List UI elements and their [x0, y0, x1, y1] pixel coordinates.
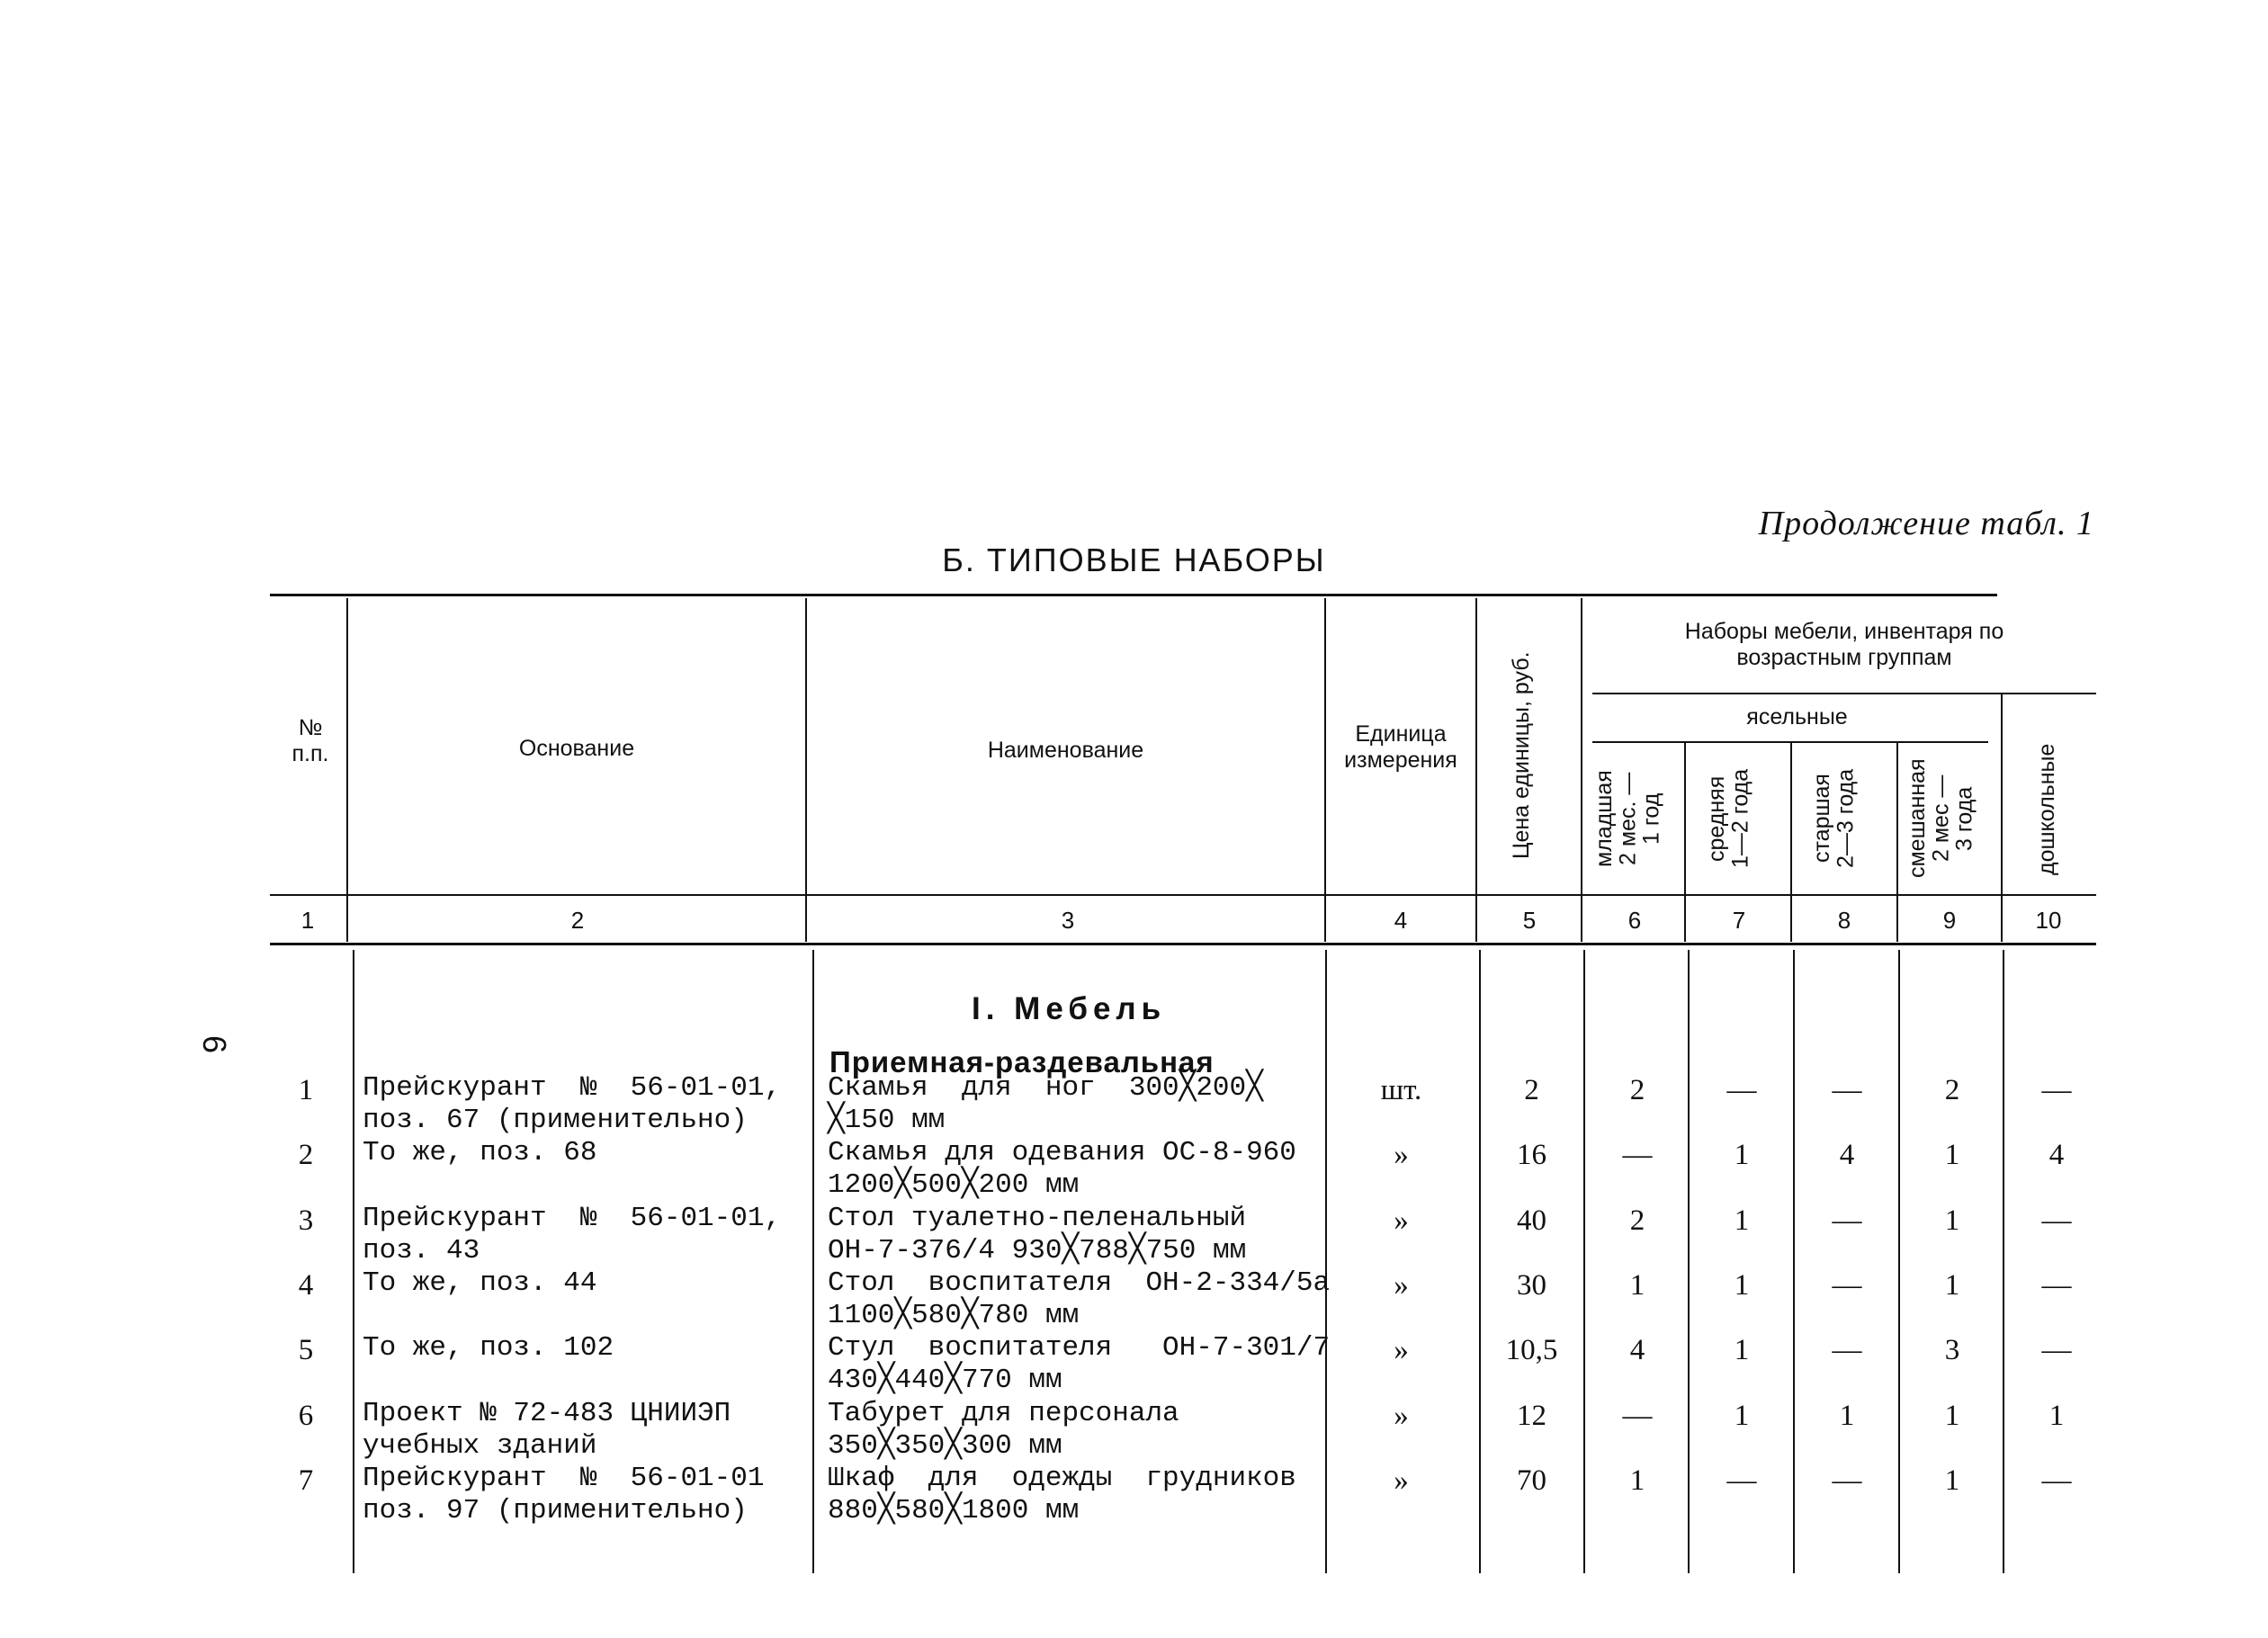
column-number: 8 [1837, 907, 1851, 934]
row-unit: » [1394, 1139, 1409, 1172]
row-unit: шт. [1380, 1074, 1422, 1106]
row-senior: — [1832, 1268, 1862, 1302]
header-youngest: младшая 2 мес. — 1 год [1591, 770, 1664, 867]
column-number: 10 [2035, 907, 2062, 934]
row-name: Шкаф для одежды грудников 880╳580╳1800 мм [828, 1462, 1296, 1526]
row-preschool: — [2041, 1074, 2072, 1106]
row-name: Скамья для ног 300╳200╳ ╳150 мм [828, 1072, 1263, 1136]
row-name: Скамья для одевания ОС-8-960 1200╳500╳200 мм [828, 1137, 1296, 1202]
row-basis: То же, поз. 102 [363, 1332, 614, 1365]
row-number: 7 [298, 1463, 314, 1497]
header-bottom-rule [270, 894, 2096, 896]
section-title: Б. ТИПОВЫЕ НАБОРЫ [942, 542, 1326, 578]
header-number: № п.п. [291, 715, 329, 766]
column-number: 3 [1061, 907, 1075, 934]
col-sep [1479, 950, 1481, 1573]
row-price: 70 [1517, 1463, 1546, 1497]
header-middle: средняя 1—2 года [1704, 768, 1753, 869]
col-sep [1581, 598, 1582, 942]
col-sep [346, 598, 348, 942]
row-senior: 4 [1839, 1139, 1855, 1172]
row-senior: 1 [1839, 1399, 1855, 1432]
row-number: 5 [298, 1334, 314, 1367]
row-price: 16 [1517, 1139, 1546, 1172]
col-sep [2003, 950, 2004, 1573]
col-sep [1583, 950, 1585, 1573]
col-sep [1684, 743, 1686, 942]
row-middle: 1 [1734, 1399, 1750, 1432]
groups-rule [1592, 693, 2096, 694]
header-groups-title: Наборы мебели, инвентаря по возрастным группам [1684, 619, 2004, 670]
subgroup-title: Приемная-раздевальная [829, 1045, 1215, 1079]
col-sep [1475, 598, 1477, 942]
row-youngest: 2 [1629, 1074, 1645, 1106]
col-sep [353, 950, 354, 1573]
row-youngest: 1 [1629, 1463, 1645, 1497]
col-sep [812, 950, 814, 1573]
row-unit: » [1394, 1268, 1409, 1302]
numbers-bottom-rule [270, 943, 2096, 945]
column-number: 7 [1732, 907, 1746, 934]
row-unit: » [1394, 1334, 1409, 1367]
column-number: 5 [1522, 907, 1537, 934]
row-preschool: — [2041, 1204, 2072, 1237]
header-preschool: дошкольные [2034, 743, 2059, 876]
row-basis: Прейскурант № 56-01-01, поз. 67 (применительно) [363, 1072, 782, 1136]
row-name: Стол воспитателя ОН-2-334/5а 1100╳580╳780 мм [828, 1267, 1331, 1331]
row-youngest: 4 [1629, 1334, 1645, 1367]
row-unit: » [1394, 1204, 1409, 1237]
row-number: 4 [298, 1268, 314, 1302]
row-mixed: 1 [1944, 1268, 1960, 1302]
row-number: 3 [298, 1204, 314, 1237]
row-senior: — [1832, 1074, 1862, 1106]
column-number: 6 [1627, 907, 1642, 934]
column-number: 2 [570, 907, 585, 934]
row-basis: То же, поз. 44 [363, 1267, 597, 1299]
header-unit: Единица измерения [1344, 721, 1457, 773]
column-number: 4 [1394, 907, 1408, 934]
row-basis: Прейскурант № 56-01-01 поз. 97 (применительно) [363, 1462, 765, 1526]
col-sep [1790, 743, 1792, 942]
row-basis: Прейскурант № 56-01-01, поз. 43 [363, 1202, 782, 1267]
row-preschool: 4 [2048, 1139, 2065, 1172]
row-name: Стол туалетно-пеленальный ОН-7-376/4 930╳788╳750 мм [828, 1202, 1247, 1267]
row-unit: » [1394, 1399, 1409, 1432]
col-sep [2001, 694, 2003, 942]
row-middle: 1 [1734, 1268, 1750, 1302]
header-senior: старшая 2—3 года [1809, 768, 1859, 869]
row-youngest: — [1622, 1399, 1653, 1432]
row-mixed: 3 [1944, 1334, 1960, 1367]
row-mixed: 1 [1944, 1463, 1960, 1497]
header-name: Наименование [987, 738, 1144, 763]
row-price: 30 [1517, 1268, 1546, 1302]
row-mixed: 2 [1944, 1074, 1960, 1106]
row-mixed: 1 [1944, 1139, 1960, 1172]
row-number: 1 [298, 1074, 314, 1106]
header-mixed: смешанная 2 мес — 3 года [1905, 758, 1977, 879]
row-preschool: 1 [2048, 1399, 2065, 1432]
row-basis: Проект № 72-483 ЦНИИЭП учебных зданий [363, 1397, 731, 1462]
row-number: 6 [298, 1399, 314, 1432]
row-youngest: — [1622, 1139, 1653, 1172]
row-middle: — [1726, 1463, 1757, 1497]
col-sep [1896, 743, 1898, 942]
col-sep [1793, 950, 1795, 1573]
group-title: I. Мебель [972, 991, 1167, 1026]
header-price: Цена единицы, руб. [1509, 651, 1534, 860]
col-sep [1898, 950, 1900, 1573]
row-senior: — [1832, 1463, 1862, 1497]
row-basis: То же, поз. 68 [363, 1137, 597, 1169]
row-preschool: — [2041, 1463, 2072, 1497]
header-nursery: ясельные [1746, 704, 1848, 729]
column-number: 9 [1942, 907, 1957, 934]
row-price: 12 [1517, 1399, 1546, 1432]
page-number: 6 [196, 1034, 234, 1054]
row-preschool: — [2041, 1268, 2072, 1302]
continuation-caption: Продолжение табл. 1 [1758, 505, 2094, 542]
row-middle: — [1726, 1074, 1757, 1106]
row-senior: — [1832, 1334, 1862, 1367]
row-senior: — [1832, 1204, 1862, 1237]
row-price: 40 [1517, 1204, 1546, 1237]
column-number: 1 [300, 907, 315, 934]
row-youngest: 1 [1629, 1268, 1645, 1302]
row-number: 2 [298, 1139, 314, 1172]
row-mixed: 1 [1944, 1204, 1960, 1237]
row-price: 2 [1524, 1074, 1539, 1106]
row-name: Табурет для персонала 350╳350╳300 мм [828, 1397, 1179, 1462]
table-top-rule [270, 594, 1997, 596]
header-basis: Основание [518, 736, 635, 761]
row-preschool: — [2041, 1334, 2072, 1367]
row-middle: 1 [1734, 1334, 1750, 1367]
row-price: 10,5 [1505, 1334, 1558, 1367]
col-sep [805, 598, 807, 942]
row-name: Стул воспитателя ОН-7-301/7 430╳440╳770 мм [828, 1332, 1331, 1397]
row-unit: » [1394, 1463, 1409, 1497]
row-middle: 1 [1734, 1139, 1750, 1172]
col-sep [1688, 950, 1690, 1573]
row-mixed: 1 [1944, 1399, 1960, 1432]
row-middle: 1 [1734, 1204, 1750, 1237]
row-youngest: 2 [1629, 1204, 1645, 1237]
